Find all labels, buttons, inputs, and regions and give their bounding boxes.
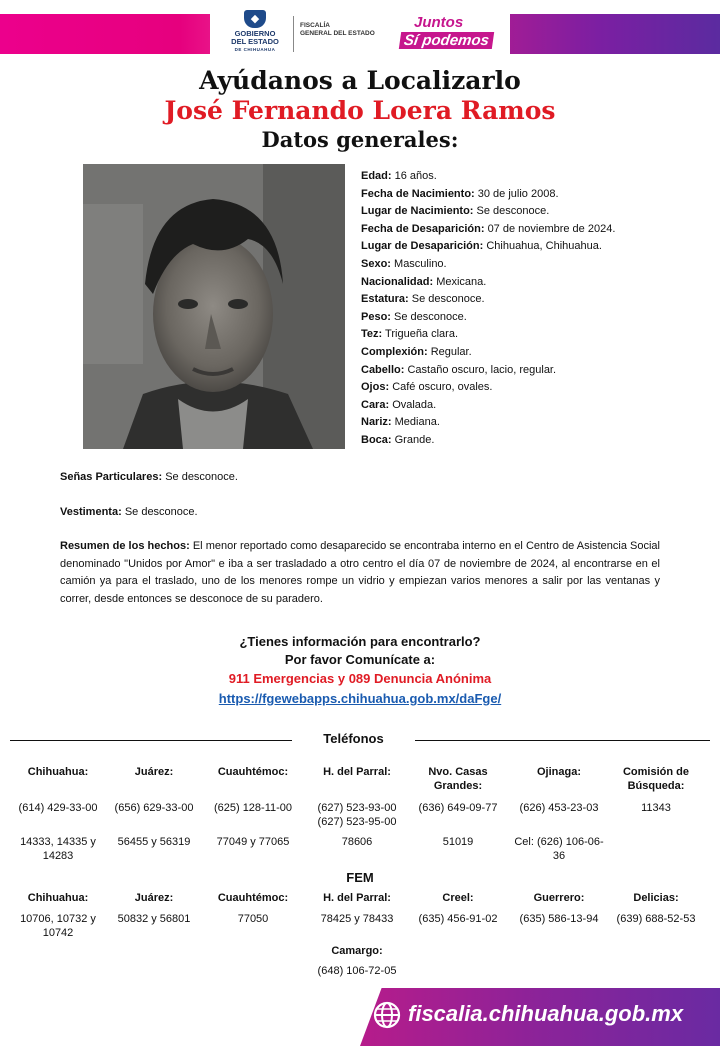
globe-icon bbox=[372, 1000, 402, 1030]
phone-cell: (648) 106-72-05 bbox=[317, 965, 397, 977]
phone-header: Chihuahua: bbox=[27, 766, 89, 778]
detail-row bbox=[361, 203, 701, 221]
phone-cell: 11343 bbox=[641, 802, 671, 814]
detail-row bbox=[361, 274, 701, 292]
phone-header: H. del Parral: bbox=[323, 766, 391, 778]
gov-logo-text: GOBIERNO DEL ESTADO DE CHIHUAHUA bbox=[231, 29, 279, 52]
emergency-numbers: 911 Emergencias y 089 Denuncia Anónima bbox=[228, 671, 492, 686]
detail-label: Sexo: bbox=[361, 257, 391, 270]
detail-row bbox=[361, 397, 701, 415]
contact-question: ¿Tienes información para encontrarlo? bbox=[239, 634, 481, 649]
detail-label: Fecha de Desaparición: bbox=[361, 222, 485, 235]
phone-header: Delicias: bbox=[633, 892, 679, 904]
phone-header: Juárez: bbox=[134, 766, 174, 778]
phone-header: Chihuahua: bbox=[27, 892, 89, 904]
phone-cell: (635) 456-91-02 bbox=[418, 913, 498, 925]
detail-value: Trigueña clara. bbox=[385, 328, 459, 341]
detail-value: Se desconoce. bbox=[476, 205, 550, 218]
phone-header: Cuauhtémoc: bbox=[217, 892, 289, 904]
phone-header: Comisión de Búsqueda: bbox=[622, 766, 689, 792]
phone-cell: 78606 bbox=[341, 836, 373, 848]
phone-header: H. del Parral: bbox=[323, 892, 391, 904]
detail-value: 16 años. bbox=[394, 170, 437, 182]
missing-person-photo bbox=[83, 164, 345, 449]
gobierno-logo bbox=[222, 10, 288, 56]
phone-cell: Cel: (626) 106-06-36 bbox=[514, 836, 604, 862]
details-list bbox=[361, 168, 701, 450]
slogan-line1: Juntos bbox=[414, 14, 464, 31]
phone-cell: (636) 649-09-77 bbox=[418, 802, 498, 814]
footer-site[interactable]: fiscalia.chihuahua.gob.mx bbox=[408, 1001, 684, 1026]
detail-row bbox=[361, 256, 701, 274]
fiscalia-logo-text: FISCALÍA GENERAL DEL ESTADO bbox=[300, 22, 375, 37]
phone-header: Nvo. Casas Grandes: bbox=[428, 766, 488, 792]
page-title: Ayúdanos a Localizarlo bbox=[199, 66, 521, 95]
detail-label: Lugar de Desaparición: bbox=[361, 240, 484, 253]
detail-row bbox=[361, 221, 701, 239]
detail-value: Se desconoce. bbox=[394, 310, 467, 323]
detail-row bbox=[361, 168, 701, 186]
phone-cell: 14333, 14335 y 14283 bbox=[20, 836, 96, 862]
divider-line-left bbox=[10, 740, 292, 741]
phone-cell: 56455 y 56319 bbox=[117, 836, 191, 848]
detail-value: Café oscuro, ovales. bbox=[392, 381, 493, 394]
detail-value: Masculino. bbox=[394, 257, 447, 270]
phone-cell: (639) 688-52-53 bbox=[616, 913, 696, 925]
phone-header: Guerrero: bbox=[533, 892, 585, 904]
detail-label: Estatura: bbox=[361, 293, 409, 306]
detail-row bbox=[361, 309, 701, 327]
logo-divider bbox=[293, 16, 294, 52]
phone-cell: 77049 y 77065 bbox=[216, 836, 290, 848]
phone-header: Cuauhtémoc: bbox=[217, 766, 289, 778]
telefonos-title: Teléfonos bbox=[323, 731, 384, 746]
detail-row bbox=[361, 344, 701, 362]
detail-label: Cabello: bbox=[361, 363, 405, 376]
phone-cell: 51019 bbox=[442, 836, 474, 848]
detail-value: Mexicana. bbox=[436, 275, 487, 288]
detail-value: Chihuahua, Chihuahua. bbox=[486, 240, 602, 253]
section-title: Datos generales: bbox=[261, 127, 459, 152]
phone-cell: 10706, 10732 y 10742 bbox=[20, 913, 96, 939]
report-link[interactable]: https://fgewebapps.chihuahua.gob.mx/daFge/ bbox=[218, 691, 502, 706]
detail-label: Lugar de Nacimiento: bbox=[361, 205, 474, 218]
contact-call: Por favor Comunícate a: bbox=[284, 652, 436, 667]
detail-value: Ovalada. bbox=[392, 398, 437, 411]
slogan-line2: Sí podemos bbox=[399, 32, 494, 49]
shield-icon: ◆ bbox=[244, 10, 266, 28]
vestimenta: Vestimenta: Se desconoce. bbox=[60, 506, 198, 518]
divider-line-right bbox=[415, 740, 710, 741]
detail-row bbox=[361, 291, 701, 309]
detail-value: Grande. bbox=[394, 433, 435, 446]
phone-header: Creel: bbox=[442, 892, 474, 904]
phone-cell: (614) 429-33-00 bbox=[18, 802, 98, 814]
detail-label: Nacionalidad: bbox=[361, 275, 434, 288]
senas-particulares: Señas Particulares: Se desconoce. bbox=[60, 471, 238, 483]
detail-value: Regular. bbox=[430, 345, 472, 358]
detail-row bbox=[361, 186, 701, 204]
detail-row bbox=[361, 326, 701, 344]
phone-cell: (627) 523-93-00 (627) 523-95-00 bbox=[317, 802, 397, 828]
detail-value: Se desconoce. bbox=[411, 293, 485, 306]
person-name: José Fernando Loera Ramos bbox=[164, 96, 556, 125]
phone-cell: (625) 128-11-00 bbox=[213, 802, 293, 814]
detail-label: Boca: bbox=[361, 433, 392, 446]
detail-value: Castaño oscuro, lacio, regular. bbox=[407, 363, 557, 376]
detail-label: Ojos: bbox=[361, 381, 390, 394]
phone-cell: 77050 bbox=[237, 913, 269, 925]
phone-header: Juárez: bbox=[134, 892, 174, 904]
detail-label: Tez: bbox=[361, 328, 383, 341]
phone-cell: (656) 629-33-00 bbox=[114, 802, 194, 814]
phone-header: Ojinaga: bbox=[536, 766, 581, 778]
phone-cell: 50832 y 56801 bbox=[117, 913, 191, 925]
phone-cell: 78425 y 78433 bbox=[320, 913, 394, 925]
detail-value: 30 de julio 2008. bbox=[477, 187, 559, 200]
detail-label: Complexión: bbox=[361, 345, 428, 358]
detail-row bbox=[361, 362, 701, 380]
detail-value: 07 de noviembre de 2024. bbox=[487, 222, 616, 235]
detail-row bbox=[361, 414, 701, 432]
detail-label: Cara: bbox=[361, 398, 390, 411]
resumen-hechos: Resumen de los hechos: El menor reportado como desaparecido se encontraba interno en el Centro de Asistencia Social denominado "Unidos por Amor" e iba a ser trasladado a otro centro el día 07 de noviembre de 2024, al encontrarse en el camión ya para el traslado, uno de los menores rompe un vidrio y empiezan varios menores a salir por las ventanas y correr, desde entonces se desconoce de su paradero. bbox=[60, 540, 660, 605]
detail-label: Nariz: bbox=[361, 416, 392, 429]
detail-value: Mediana. bbox=[394, 416, 440, 429]
detail-label: Fecha de Nacimiento: bbox=[361, 187, 475, 200]
phone-cell: (635) 586-13-94 bbox=[519, 913, 599, 925]
detail-row bbox=[361, 432, 701, 450]
detail-row bbox=[361, 379, 701, 397]
detail-row bbox=[361, 238, 701, 256]
detail-label: Edad: bbox=[361, 170, 392, 182]
phone-cell: (626) 453-23-03 bbox=[519, 802, 599, 814]
phone-header: Camargo: bbox=[331, 945, 383, 957]
fem-title: FEM bbox=[346, 870, 374, 885]
detail-label: Peso: bbox=[361, 310, 391, 323]
